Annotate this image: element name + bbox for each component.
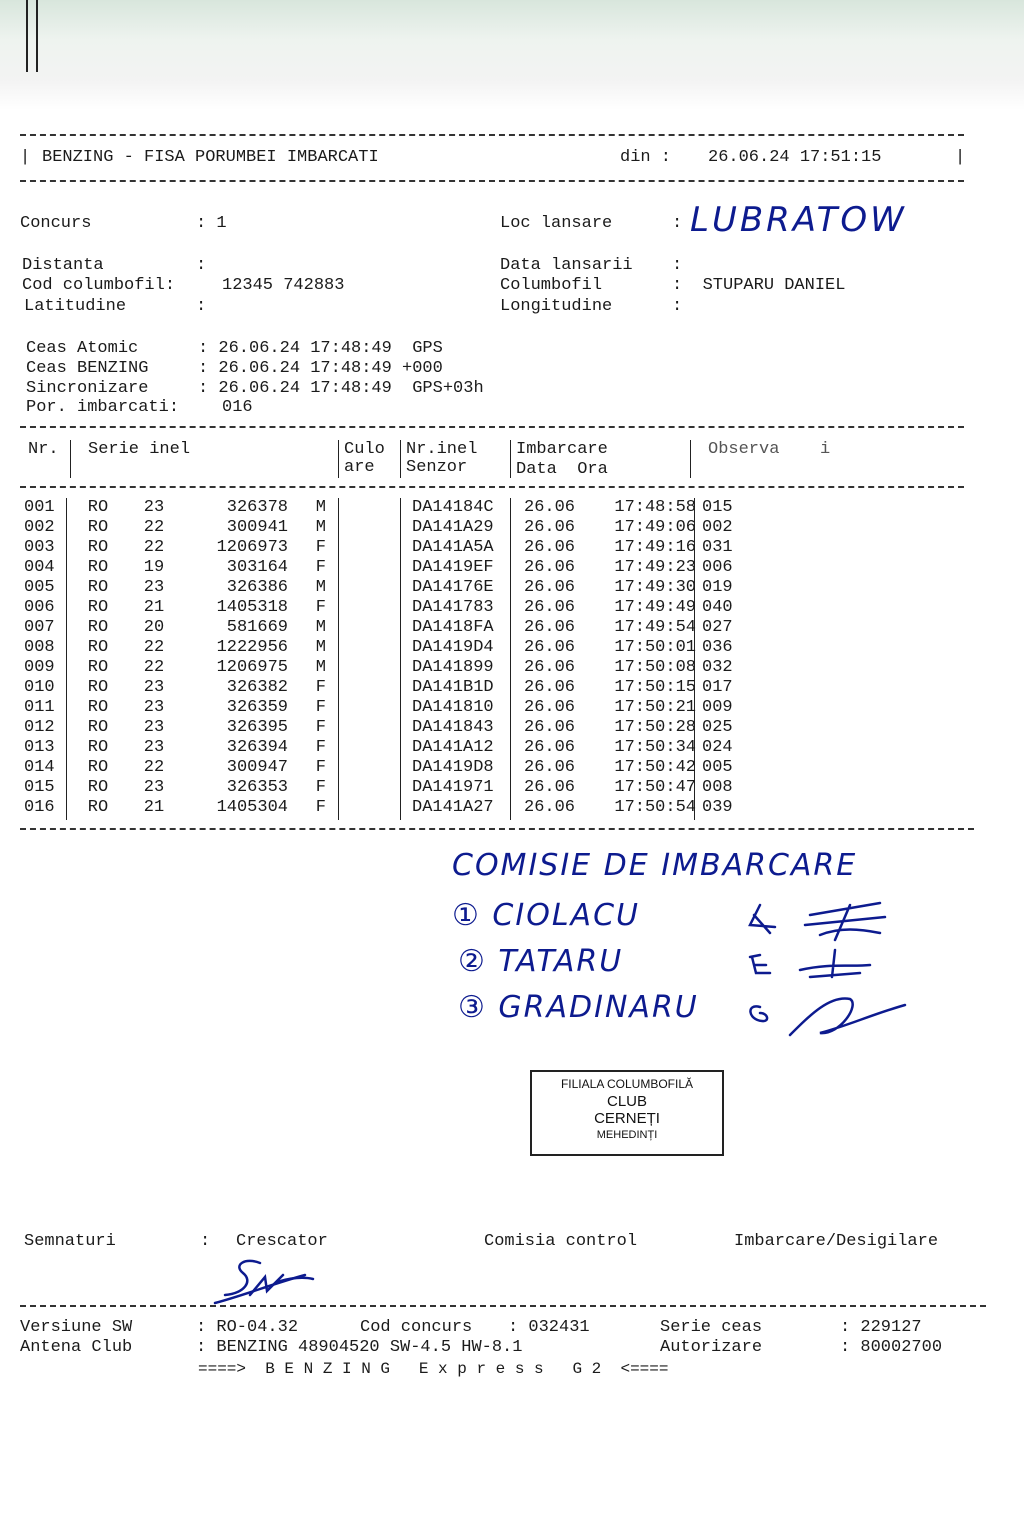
cell-ora: 17:50:34 xyxy=(614,738,696,757)
ceas-benzing-value: : 26.06.24 17:48:49 +000 xyxy=(198,359,443,378)
cell-data: 26.06 xyxy=(524,758,576,777)
cell-obs: 024 xyxy=(702,738,733,757)
cell-culoare xyxy=(334,518,406,538)
imbarcare-desigilare-label: Imbarcare/Desigilare xyxy=(734,1232,939,1251)
comisie-handwritten: COMISIE DE IMBARCARE xyxy=(452,848,858,883)
cell-senzor: DA141899 xyxy=(412,658,494,677)
cell-tara: RO xyxy=(87,658,109,677)
versiune-label: Versiune SW xyxy=(20,1318,133,1337)
cell-tara: RO xyxy=(87,758,109,777)
cell-obs: 019 xyxy=(702,578,733,597)
cell-culoare xyxy=(334,498,406,518)
cell-culoare xyxy=(334,718,406,738)
cell-data: 26.06 xyxy=(524,518,576,537)
cell-data: 26.06 xyxy=(524,698,576,717)
antena-value: : BENZING 48904520 SW-4.5 HW-8.1 xyxy=(196,1338,523,1357)
cell-ora: 17:50:15 xyxy=(614,678,696,697)
cell-inel: 326386 xyxy=(226,578,288,597)
cell-sex: F xyxy=(315,738,326,757)
cell-an: 23 xyxy=(143,778,165,797)
cell-ora: 17:50:21 xyxy=(614,698,696,717)
cell-obs: 036 xyxy=(702,638,733,657)
cell-inel: 326382 xyxy=(226,678,288,697)
semnaturi-sep: : xyxy=(200,1232,211,1251)
cell-ora: 17:50:47 xyxy=(614,778,696,797)
cell-culoare xyxy=(334,538,406,558)
stamp-line-4: MEHEDINȚI xyxy=(596,1129,658,1141)
cell-data: 26.06 xyxy=(524,598,576,617)
table-row xyxy=(24,518,746,538)
cell-obs: 032 xyxy=(702,658,733,677)
col-separator xyxy=(400,440,401,478)
cell-senzor: DA141A29 xyxy=(412,518,494,537)
cell-ora: 17:50:01 xyxy=(614,638,696,657)
cell-sex: F xyxy=(315,778,326,797)
latitudine-label: Latitudine xyxy=(24,297,127,316)
cell-culoare xyxy=(334,638,406,658)
autorizare-value: : 80002700 xyxy=(840,1338,943,1357)
table-row xyxy=(24,778,746,798)
table-row xyxy=(24,538,746,558)
cell-an: 22 xyxy=(143,538,165,557)
table-row xyxy=(24,758,746,778)
cell-data: 26.06 xyxy=(524,578,576,597)
cell-data: 26.06 xyxy=(524,558,576,577)
stamp-line-1: FILIALA COLUMBOFILĂ xyxy=(560,1077,694,1091)
cell-ora: 17:50:28 xyxy=(614,718,696,737)
cell-inel: 326359 xyxy=(226,698,288,717)
cell-inel: 300947 xyxy=(226,758,288,777)
cell-senzor: DA141810 xyxy=(412,698,494,717)
cell-ora: 17:48:58 xyxy=(614,498,696,517)
cell-data: 26.06 xyxy=(524,538,576,557)
cell-inel: 326394 xyxy=(226,738,288,757)
autorizare-label: Autorizare xyxy=(660,1338,763,1357)
cell-senzor: DA141783 xyxy=(412,598,494,617)
cell-obs: 025 xyxy=(702,718,733,737)
cell-tara: RO xyxy=(87,738,109,757)
table-row xyxy=(24,558,746,578)
loc-lansare-label: Loc lansare xyxy=(500,214,613,233)
cell-obs: 006 xyxy=(702,558,733,577)
cell-obs: 009 xyxy=(702,698,733,717)
col-imbarcare-1: Imbarcare xyxy=(516,440,608,459)
table-row xyxy=(24,578,746,598)
table-row xyxy=(24,738,746,758)
stamp-line-3: CERNEȚI xyxy=(594,1110,660,1127)
cell-culoare xyxy=(334,598,406,618)
cell-tara: RO xyxy=(87,638,109,657)
cell-ora: 17:50:08 xyxy=(614,658,696,677)
cell-inel: 1222956 xyxy=(216,638,288,657)
cell-culoare xyxy=(334,758,406,778)
cell-data: 26.06 xyxy=(524,798,576,817)
table-row xyxy=(24,658,746,678)
concurs-label: Concurs xyxy=(20,214,92,233)
cell-nr: 008 xyxy=(24,638,55,657)
cell-data: 26.06 xyxy=(524,678,576,697)
cell-tara: RO xyxy=(87,578,109,597)
divider xyxy=(20,426,964,428)
cell-tara: RO xyxy=(87,558,109,577)
pigeon-table xyxy=(24,498,746,818)
cell-tara: RO xyxy=(87,538,109,557)
cell-senzor: DA1418FA xyxy=(412,618,494,637)
cell-senzor: DA141B1D xyxy=(412,678,494,697)
cell-obs: 040 xyxy=(702,598,733,617)
cell-ora: 17:49:06 xyxy=(614,518,696,537)
col-culoare-2: are xyxy=(344,458,375,477)
cell-inel: 1405304 xyxy=(216,798,288,817)
cell-sex: F xyxy=(315,718,326,737)
cell-senzor: DA1419D4 xyxy=(412,638,494,657)
benzing-banner: ====> B E N Z I N G E x p r e s s G 2 <==== xyxy=(198,1360,669,1378)
cell-ora: 17:50:54 xyxy=(614,798,696,817)
col-separator xyxy=(338,440,339,478)
cell-nr: 005 xyxy=(24,578,55,597)
cell-sex: M xyxy=(315,658,326,677)
concurs-value: : 1 xyxy=(196,214,227,233)
cell-inel: 1206975 xyxy=(216,658,288,677)
cell-inel: 581669 xyxy=(226,618,288,637)
cell-obs: 005 xyxy=(702,758,733,777)
cell-inel: 326395 xyxy=(226,718,288,737)
distanta-label: Distanta xyxy=(22,256,104,275)
cell-inel: 303164 xyxy=(226,558,288,577)
cell-an: 23 xyxy=(143,738,165,757)
cell-an: 20 xyxy=(143,618,165,637)
cell-senzor: DA141A5A xyxy=(412,538,494,557)
serie-ceas-label: Serie ceas xyxy=(660,1318,763,1337)
cell-nr: 007 xyxy=(24,618,55,637)
cell-culoare xyxy=(334,658,406,678)
cell-nr: 010 xyxy=(24,678,55,697)
divider xyxy=(20,180,964,182)
cell-sex: F xyxy=(315,538,326,557)
cell-an: 23 xyxy=(143,718,165,737)
cell-senzor: DA1419EF xyxy=(412,558,494,577)
cell-nr: 012 xyxy=(24,718,55,737)
document-title: BENZING - FISA PORUMBEI IMBARCATI xyxy=(42,148,379,167)
cell-sex: M xyxy=(315,618,326,637)
cell-obs: 031 xyxy=(702,538,733,557)
distanta-value: : xyxy=(196,256,207,275)
cell-ora: 17:49:16 xyxy=(614,538,696,557)
cell-senzor: DA141A27 xyxy=(412,798,494,817)
cell-culoare xyxy=(334,698,406,718)
cell-nr: 003 xyxy=(24,538,55,557)
cell-inel: 326378 xyxy=(226,498,288,517)
cell-nr: 004 xyxy=(24,558,55,577)
cell-obs: 002 xyxy=(702,518,733,537)
cell-an: 22 xyxy=(143,518,165,537)
cod-concurs-label: Cod concurs xyxy=(360,1318,473,1337)
columbofil-value: : STUPARU DANIEL xyxy=(672,276,846,295)
versiune-value: : RO-04.32 xyxy=(196,1318,299,1337)
header-pipe-left: | xyxy=(20,148,31,167)
commission-signatures xyxy=(740,895,920,1055)
club-stamp xyxy=(530,1070,724,1156)
cell-an: 23 xyxy=(143,578,165,597)
cell-tara: RO xyxy=(87,678,109,697)
col-culoare-1: Culo xyxy=(344,440,385,459)
cell-nr: 016 xyxy=(24,798,55,817)
table-row xyxy=(24,598,746,618)
col-nr-inel-1: Nr.inel xyxy=(406,440,478,459)
cell-nr: 015 xyxy=(24,778,55,797)
cell-an: 22 xyxy=(143,658,165,677)
porumbei-imbarcati-value: 016 xyxy=(222,398,253,417)
divider xyxy=(20,486,964,488)
cell-senzor: DA14176E xyxy=(412,578,494,597)
cell-inel: 1405318 xyxy=(216,598,288,617)
porumbei-imbarcati-label: Por. imbarcati: xyxy=(26,398,180,417)
cell-obs: 008 xyxy=(702,778,733,797)
semnaturi-label: Semnaturi xyxy=(24,1232,116,1251)
col-separator xyxy=(690,440,691,478)
cell-nr: 009 xyxy=(24,658,55,677)
cell-obs: 039 xyxy=(702,798,733,817)
col-observatii-tail: i xyxy=(820,440,831,459)
cod-concurs-value: : 032431 xyxy=(508,1318,590,1337)
data-lansarii-label: Data lansarii xyxy=(500,256,633,275)
cell-nr: 001 xyxy=(24,498,55,517)
sincronizare-label: Sincronizare xyxy=(26,379,149,398)
cell-culoare xyxy=(334,578,406,598)
longitudine-value: : xyxy=(672,297,683,316)
cell-obs: 017 xyxy=(702,678,733,697)
cell-tara: RO xyxy=(87,718,109,737)
cell-data: 26.06 xyxy=(524,618,576,637)
latitudine-value: : xyxy=(196,297,207,316)
cell-data: 26.06 xyxy=(524,778,576,797)
cell-culoare xyxy=(334,738,406,758)
col-nr-inel-2: Senzor xyxy=(406,458,468,477)
cell-data: 26.06 xyxy=(524,718,576,737)
cell-an: 19 xyxy=(143,558,165,577)
cell-an: 23 xyxy=(143,698,165,717)
cell-data: 26.06 xyxy=(524,638,576,657)
col-separator xyxy=(70,440,71,478)
divider xyxy=(20,1305,986,1307)
cell-senzor: DA141843 xyxy=(412,718,494,737)
cell-an: 21 xyxy=(143,798,165,817)
cell-obs: 027 xyxy=(702,618,733,637)
print-datetime: 26.06.24 17:51:15 xyxy=(708,148,882,167)
stamp-line-2: CLUB xyxy=(606,1093,647,1110)
cell-tara: RO xyxy=(87,598,109,617)
cell-culoare xyxy=(334,558,406,578)
binder-edge xyxy=(26,0,38,72)
cell-tara: RO xyxy=(87,698,109,717)
cell-an: 23 xyxy=(143,498,165,517)
din-label: din : xyxy=(620,148,672,167)
antena-label: Antena Club xyxy=(20,1338,133,1357)
cell-obs: 015 xyxy=(702,498,733,517)
ceas-atomic-value: : 26.06.24 17:48:49 GPS xyxy=(198,339,443,358)
member-2-handwritten: ② TATARU xyxy=(458,944,624,979)
divider xyxy=(20,828,974,830)
cell-sex: M xyxy=(315,498,326,517)
table-row xyxy=(24,718,746,738)
scan-shadow xyxy=(0,0,1024,110)
cell-an: 23 xyxy=(143,678,165,697)
cell-nr: 002 xyxy=(24,518,55,537)
cell-data: 26.06 xyxy=(524,498,576,517)
col-serie-inel: Serie inel xyxy=(88,440,191,459)
loc-lansare-sep: : xyxy=(672,214,683,233)
col-imbarcare-2: Data Ora xyxy=(516,460,608,479)
cell-tara: RO xyxy=(87,518,109,537)
cell-nr: 011 xyxy=(24,698,55,717)
sincronizare-value: : 26.06.24 17:48:49 GPS+03h xyxy=(198,379,484,398)
cell-ora: 17:49:23 xyxy=(614,558,696,577)
cell-tara: RO xyxy=(87,618,109,637)
member-3-handwritten: ③ GRADINARU xyxy=(458,990,699,1025)
cell-nr: 006 xyxy=(24,598,55,617)
cell-sex: F xyxy=(315,698,326,717)
cell-culoare xyxy=(334,618,406,638)
table-row xyxy=(24,498,746,518)
comisia-control-label: Comisia control xyxy=(484,1232,638,1251)
cell-senzor: DA141A12 xyxy=(412,738,494,757)
cell-nr: 013 xyxy=(24,738,55,757)
header-pipe-right: | xyxy=(955,148,966,167)
divider xyxy=(20,134,964,136)
table-row xyxy=(24,698,746,718)
cell-sex: M xyxy=(315,638,326,657)
member-1-handwritten: ① CIOLACU xyxy=(452,898,640,933)
cell-inel: 300941 xyxy=(226,518,288,537)
ceas-benzing-label: Ceas BENZING xyxy=(26,359,149,378)
crescator-label: Crescator xyxy=(236,1232,328,1251)
longitudine-label: Longitudine xyxy=(500,297,613,316)
cell-senzor: DA14184C xyxy=(412,498,494,517)
cell-senzor: DA1419D8 xyxy=(412,758,494,777)
cell-tara: RO xyxy=(87,798,109,817)
serie-ceas-value: : 229127 xyxy=(840,1318,922,1337)
cell-ora: 17:49:30 xyxy=(614,578,696,597)
cell-data: 26.06 xyxy=(524,658,576,677)
cod-columbofil-value: 12345 742883 xyxy=(222,276,345,295)
table-row xyxy=(24,678,746,698)
cell-sex: F xyxy=(315,758,326,777)
cell-ora: 17:50:42 xyxy=(614,758,696,777)
cell-sex: M xyxy=(315,578,326,597)
cell-an: 22 xyxy=(143,638,165,657)
cell-ora: 17:49:49 xyxy=(614,598,696,617)
cell-tara: RO xyxy=(87,778,109,797)
cell-culoare xyxy=(334,678,406,698)
cell-senzor: DA141971 xyxy=(412,778,494,797)
cell-culoare xyxy=(334,798,406,818)
col-nr: Nr. xyxy=(28,440,59,459)
cell-nr: 014 xyxy=(24,758,55,777)
cell-culoare xyxy=(334,778,406,798)
cell-sex: F xyxy=(315,678,326,697)
cell-inel: 326353 xyxy=(226,778,288,797)
cell-sex: M xyxy=(315,518,326,537)
cell-tara: RO xyxy=(87,498,109,517)
cell-data: 26.06 xyxy=(524,738,576,757)
columbofil-label: Columbofil xyxy=(500,276,603,295)
data-lansarii-value: : xyxy=(672,256,683,275)
ceas-atomic-label: Ceas Atomic xyxy=(26,339,139,358)
cell-sex: F xyxy=(315,598,326,617)
loc-lansare-handwritten: LUBRATOW xyxy=(690,200,907,240)
table-row xyxy=(24,638,746,658)
table-row xyxy=(24,618,746,638)
cod-columbofil-label: Cod columbofil: xyxy=(22,276,176,295)
cell-an: 22 xyxy=(143,758,165,777)
col-observatii: Observa xyxy=(708,440,780,459)
cell-sex: F xyxy=(315,798,326,817)
cell-sex: F xyxy=(315,558,326,577)
col-separator xyxy=(510,440,511,478)
cell-ora: 17:49:54 xyxy=(614,618,696,637)
cell-inel: 1206973 xyxy=(216,538,288,557)
table-row xyxy=(24,798,746,818)
cell-an: 21 xyxy=(143,598,165,617)
